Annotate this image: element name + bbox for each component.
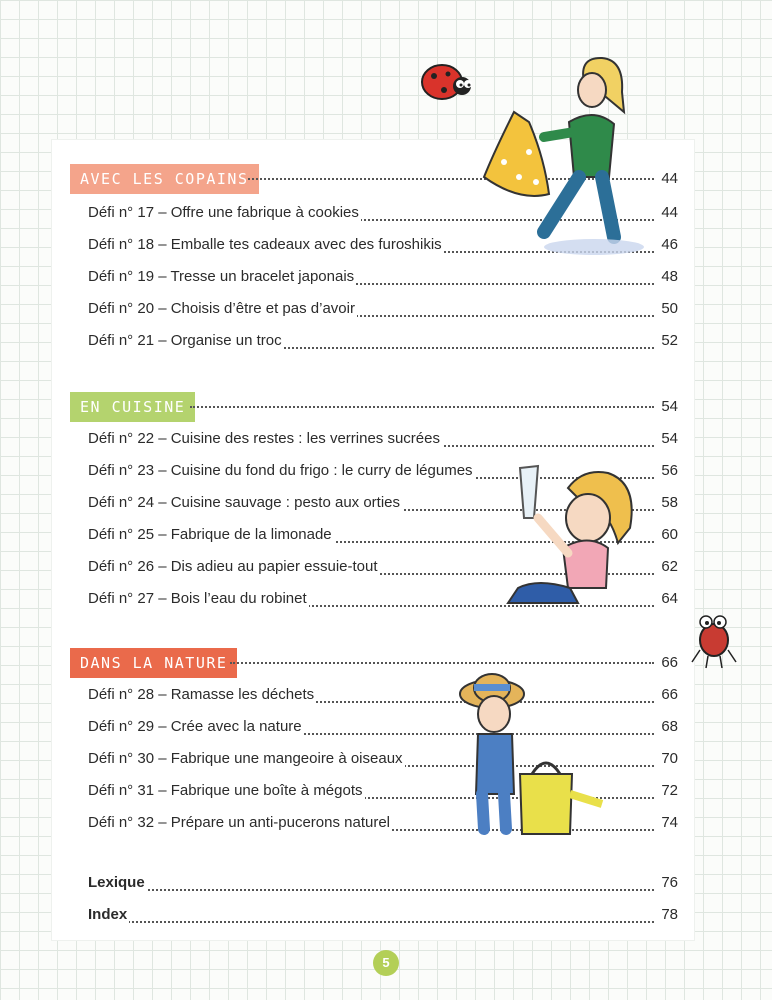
entry-page: 76: [661, 874, 678, 891]
dotted-leader: [88, 921, 654, 923]
toc-entry-lexique[interactable]: [88, 874, 678, 896]
entry-title: Défi n° 24 – Cuisine sauvage : pesto aux orties: [88, 494, 401, 511]
entry-page: 60: [661, 526, 678, 543]
section-tag: EN CUISINE: [70, 392, 195, 422]
toc-entry-index[interactable]: [88, 906, 678, 928]
ladybug-illustration: [418, 52, 478, 112]
section-tag: AVEC LES COPAINS: [70, 164, 259, 194]
bug-illustration: [686, 600, 742, 670]
entry-title: Défi n° 20 – Choisis d’être et pas d’avoir: [88, 300, 355, 317]
entry-page: 56: [661, 462, 678, 479]
entry-title: Défi n° 30 – Fabrique une mangeoire à oiseaux: [88, 750, 403, 767]
entry-title: Défi n° 18 – Emballe tes cadeaux avec des furoshikis: [88, 236, 442, 253]
entry-title: Défi n° 17 – Offre une fabrique à cookies: [88, 204, 359, 221]
section-page-number: 54: [661, 398, 678, 415]
girl-with-glass-illustration: [498, 448, 648, 618]
entry-page: 48: [661, 268, 678, 285]
entry-title: Défi n° 32 – Prépare un anti-pucerons naturel: [88, 814, 391, 831]
entry-page: 54: [661, 430, 678, 447]
entry-page: 78: [661, 906, 678, 923]
entry-title: Défi n° 21 – Organise un troc: [88, 332, 282, 349]
dotted-leader: [88, 889, 654, 891]
entry-title: Défi n° 28 – Ramasse les déchets: [88, 686, 315, 703]
entry-title: Défi n° 31 – Fabrique une boîte à mégots: [88, 782, 363, 799]
section-page-number: 66: [661, 654, 678, 671]
entry-title: Défi n° 22 – Cuisine des restes : les verrines sucrées: [88, 430, 440, 447]
section-page-number: 44: [661, 170, 678, 187]
entry-page: 58: [661, 494, 678, 511]
section-header[interactable]: [70, 392, 694, 422]
entry-page: 74: [661, 814, 678, 831]
entry-page: 46: [661, 236, 678, 253]
toc-entry[interactable]: [88, 300, 678, 322]
boy-with-watering-can-illustration: [452, 664, 612, 844]
page-number-badge: 5: [373, 950, 399, 976]
entry-page: 50: [661, 300, 678, 317]
entry-title: Index: [88, 906, 128, 923]
toc-entry[interactable]: [88, 332, 678, 354]
girl-with-cloth-illustration: [474, 52, 644, 262]
section-tag: DANS LA NATURE: [70, 648, 237, 678]
entry-page: 62: [661, 558, 678, 575]
entry-page: 44: [661, 204, 678, 221]
entry-title: Défi n° 19 – Tresse un bracelet japonais: [88, 268, 355, 285]
entry-title: Défi n° 23 – Cuisine du fond du frigo : le curry de légumes: [88, 462, 473, 479]
entry-title: Lexique: [88, 874, 145, 891]
entry-page: 68: [661, 718, 678, 735]
entry-page: 70: [661, 750, 678, 767]
entry-page: 52: [661, 332, 678, 349]
entry-title: Défi n° 27 – Bois l’eau du robinet: [88, 590, 307, 607]
dotted-leader: [190, 406, 654, 408]
entry-title: Défi n° 25 – Fabrique de la limonade: [88, 526, 332, 543]
entry-page: 64: [661, 590, 678, 607]
entry-title: Défi n° 29 – Crée avec la nature: [88, 718, 302, 735]
entry-page: 72: [661, 782, 678, 799]
entry-page: 66: [661, 686, 678, 703]
entry-title: Défi n° 26 – Dis adieu au papier essuie-tout: [88, 558, 378, 575]
toc-entry[interactable]: [88, 268, 678, 290]
